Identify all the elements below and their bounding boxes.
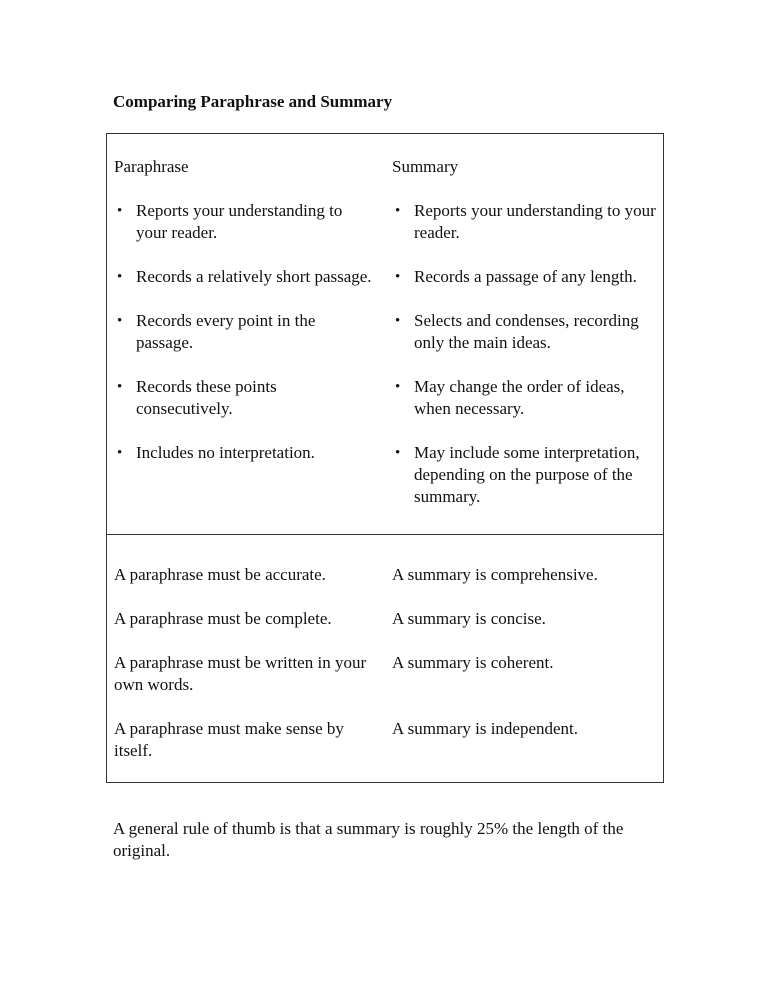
- list-item: • Records every point in the passage.: [114, 310, 376, 354]
- summary-column-header: Summary: [392, 157, 459, 176]
- document-title: Comparing Paraphrase and Summary: [113, 92, 393, 111]
- list-item: • Reports your understanding to your reader.: [114, 200, 376, 244]
- paraphrase-requirements-cell: [107, 535, 385, 783]
- list-item: • May change the order of ideas, when necessary.: [392, 376, 657, 420]
- comparison-table: [106, 133, 664, 783]
- list-item: • Records a passage of any length.: [392, 266, 657, 288]
- summary-requirement: A summary is concise.: [392, 609, 546, 628]
- paraphrase-column-header: Paraphrase: [114, 157, 189, 176]
- summary-requirement: A summary is coherent.: [392, 653, 554, 672]
- list-item: • Records these points consecutively.: [114, 376, 376, 420]
- footnote-paragraph: A general rule of thumb is that a summary is roughly 25% the length of the original.: [113, 819, 624, 860]
- paraphrase-requirement: A paraphrase must be written in your own words.: [114, 653, 367, 694]
- summary-requirement: A summary is independent.: [392, 719, 579, 738]
- list-item: • Reports your understanding to your reader.: [392, 200, 657, 244]
- summary-points-list: [392, 200, 657, 508]
- list-item: • May include some interpretation, depending on the purpose of the summary.: [392, 442, 657, 508]
- paraphrase-requirement: A paraphrase must be complete.: [114, 609, 332, 628]
- summary-requirement: A summary is comprehensive.: [392, 565, 598, 584]
- list-item: • Records a relatively short passage.: [114, 266, 376, 288]
- summary-requirements-cell: [384, 535, 664, 783]
- paraphrase-requirement: A paraphrase must make sense by itself.: [114, 719, 344, 760]
- table-row-characteristics: [107, 134, 664, 535]
- list-item: • Includes no interpretation.: [114, 442, 376, 464]
- paraphrase-points-list: [114, 200, 376, 464]
- table-row-requirements: [107, 535, 664, 783]
- summary-characteristics-cell: [384, 134, 664, 535]
- paraphrase-characteristics-cell: [107, 134, 385, 535]
- paraphrase-requirement: A paraphrase must be accurate.: [114, 565, 326, 584]
- list-item: • Selects and condenses, recording only the main ideas.: [392, 310, 657, 354]
